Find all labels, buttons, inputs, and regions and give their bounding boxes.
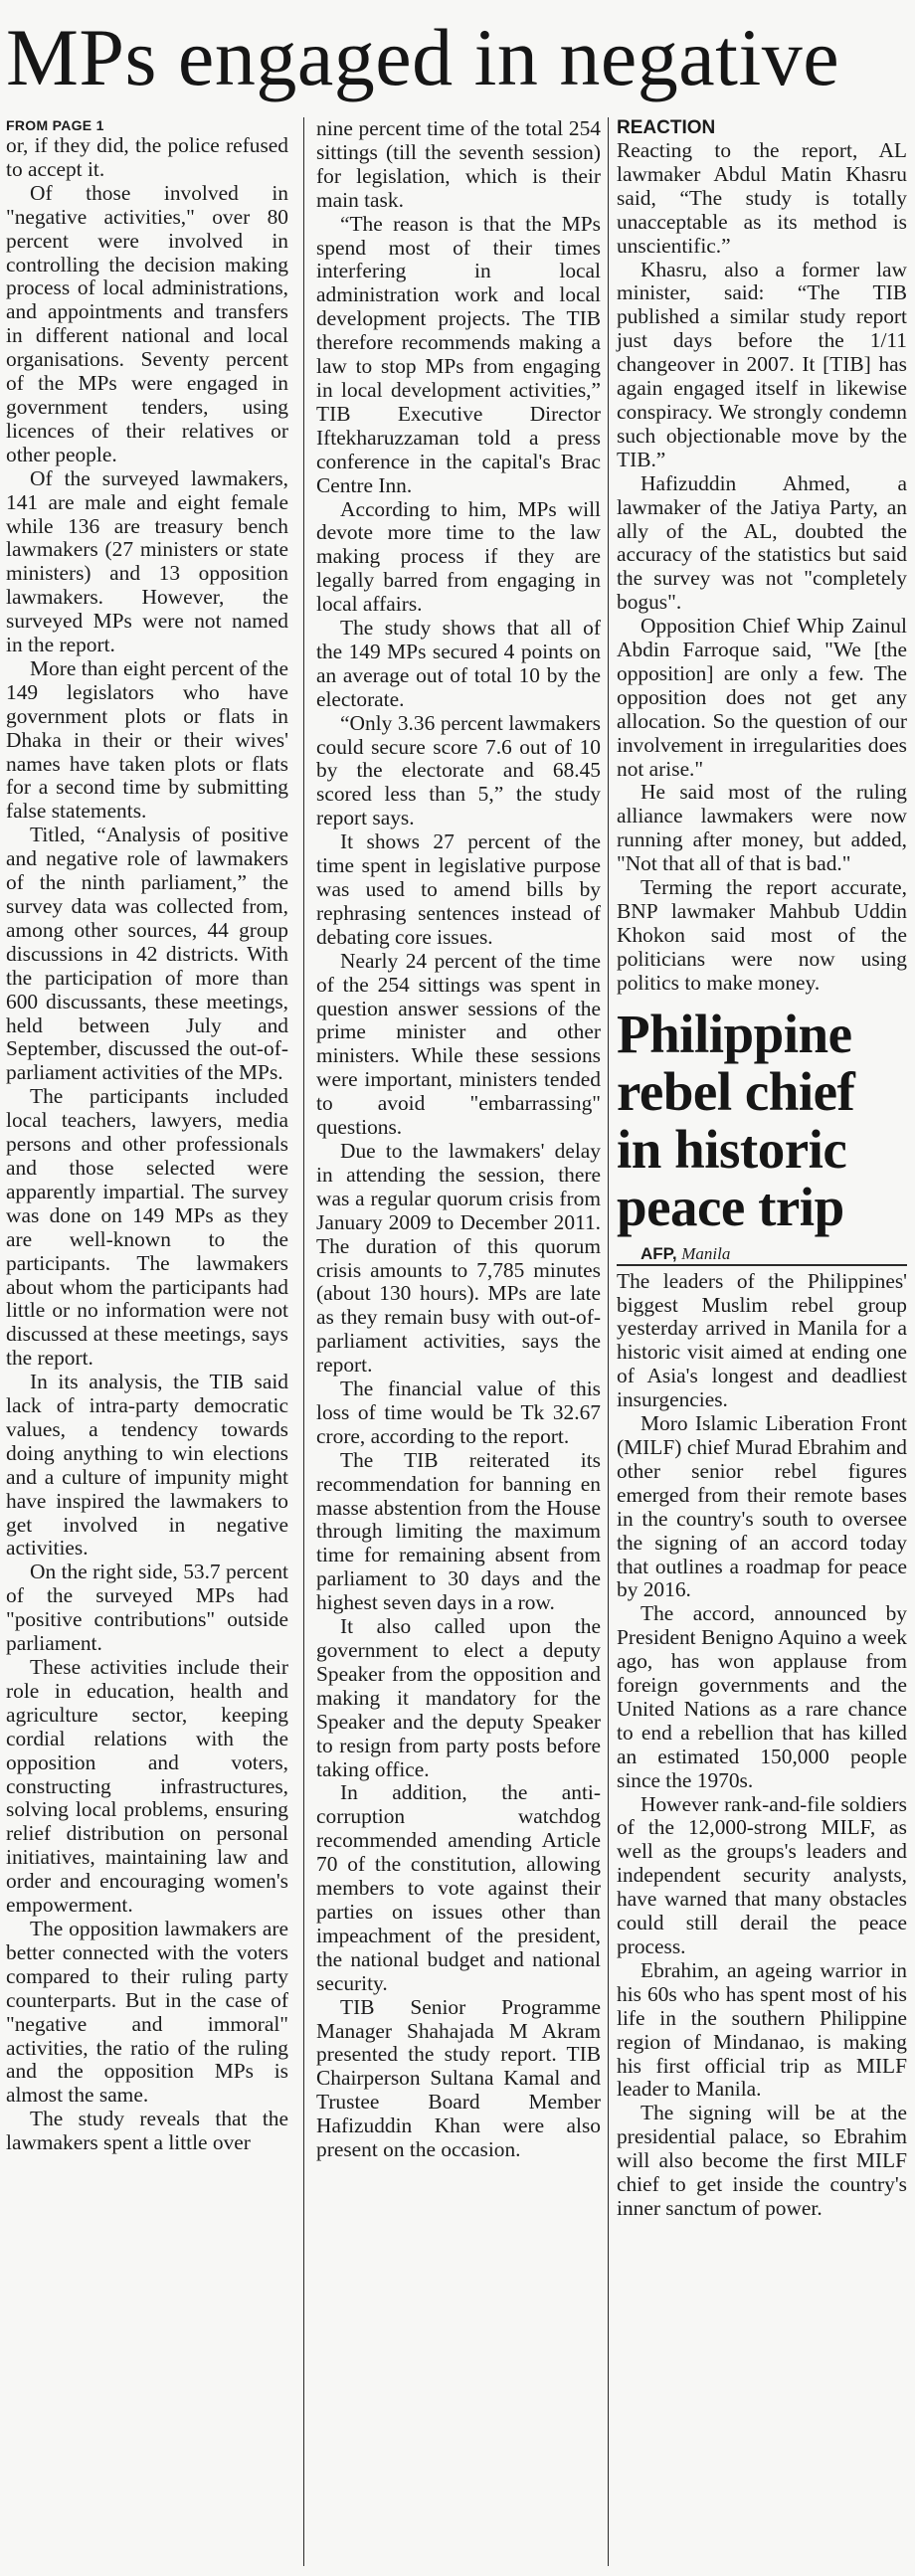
story2-byline: AFP, Manila	[640, 1243, 731, 1263]
paragraph: Reacting to the report, AL lawmaker Abdul Matin Khasru said, “The study is totally unacceptable as its method is unscientific.”	[617, 138, 907, 258]
paragraph: Khasru, also a former law minister, said: “The TIB published a similar study report just days before the 1/11 changeover in 2007. It [TIB] has again engaged itself in likewise conspiracy. We strongly condemn such objectionable move by the TIB.”	[617, 257, 907, 471]
paragraph: “Only 3.36 percent lawmakers could secure score 7.6 out of 10 by the electorate and 68.45 scored less than 5,” the study report says.	[316, 710, 601, 830]
paragraph: The opposition lawmakers are better connected with the voters compared to their ruling party counterparts. But in the case of "negative and immoral" activities, the ratio of the ruling and the opposition MPs is almost the same.	[6, 1916, 288, 2108]
paragraph: More than eight percent of the 149 legislators who have government plots or flats in Dhaka in their or their wives' names have taken plots or flats for a second time by submitting false statements.	[6, 655, 288, 824]
paragraph: The accord, announced by President Benigno Aquino a week ago, has won applause from foreign governments and the United Nations as a rare chance to end a rebellion that has killed an estimated 150,000 people since the 1970s.	[617, 1601, 907, 1792]
story2-rule	[617, 1264, 907, 1266]
paragraph: It shows 27 percent of the time spent in legislative purpose was used to amend bills by rephrasing sentences instead of debating core issues.	[316, 829, 601, 949]
article-column-2	[316, 117, 601, 2162]
story2-headline: Philippine rebel chief in historic peace trip	[617, 1003, 855, 1237]
paragraph: Nearly 24 percent of the time of the 254 sittings was spent in question answer sessions of the prime minister and other ministers. While these sessions were important, ministers tended to avoid "embarrassing" questions.	[316, 948, 601, 1140]
paragraph: Opposition Chief Whip Zainul Abdin Farroque said, "We [the opposition] are only a few. The opposition does not get any allocation. So the question of our involvement in irregularities does not arise."	[617, 614, 907, 781]
paragraph: The study shows that all of the 149 MPs secured 4 points on an average out of total 10 by the electorate.	[316, 616, 601, 711]
paragraph: The study reveals that the lawmakers spent a little over	[6, 2107, 288, 2155]
paragraph: The participants included local teachers, lawyers, media persons and other professionals and those selected were apparently impartial. The survey was done on 149 MPs as they are well-known to the participants. The lawmakers about whom the participants had little or no information were not discussed at these meetings, says the report.	[6, 1084, 288, 1371]
paragraph: “The reason is that the MPs spend most of their times interfering in local administration work and local development projects. The TIB therefore recommends making a law to stop MPs from engaging in local development activities,” TIB Executive Director Iftekharuzzaman told a press conference in the capital's Brac Centre Inn.	[316, 211, 601, 497]
paragraph: The leaders of the Philippines' biggest Muslim rebel group yesterday arrived in Manila for a historic visit aimed at ending one of Asia's longest and deadliest insurgencies.	[617, 1268, 907, 1412]
paragraph: It also called upon the government to elect a deputy Speaker from the opposition and making it mandatory for the Speaker and the deputy Speaker to resign from party posts before taking office.	[316, 1614, 601, 1781]
column-divider-left	[303, 117, 304, 2566]
paragraph: Due to the lawmakers' delay in attending the session, there was a regular quorum crisis from January 2009 to December 2011. The duration of this quorum crisis amounts to 7,785 minutes (about 130 hours). MPs are late as they remain busy with out-of-parliament activities, says the report.	[316, 1138, 601, 1378]
paragraph: The signing will be at the presidential palace, so Ebrahim will also become the first MILF chief to get inside the country's inner sanctum of power.	[617, 2101, 907, 2220]
column-divider-right	[608, 117, 609, 2566]
paragraph: Ebrahim, an ageing warrior in his 60s who has spent most of his life in the southern Philippine region of Mindanao, is making his first official trip as MILF leader to Manila.	[617, 1957, 907, 2102]
paragraph: Of the surveyed lawmakers, 141 are male and eight female while 136 are treasury bench lawmakers (27 ministers or state ministers) and 13 opposition lawmakers. However, the surveyed MPs were not named in the report.	[6, 465, 288, 657]
paragraph: These activities include their role in education, health and agriculture sector, keeping cordial relations with the opposition and voters, constructing infrastructures, solving local problems, ensuring relief distribution on personal initiatives, maintaining law and order and encouraging women's empowerment.	[6, 1655, 288, 1918]
paragraph: On the right side, 53.7 percent of the surveyed MPs had "positive contributions" outside parliament.	[6, 1560, 288, 1656]
byline-agency: AFP	[640, 1243, 672, 1263]
paragraph: In its analysis, the TIB said lack of intra-party democratic values, a tendency towards doing anything to win elections and a culture of impunity might have inspired the lawmakers to get involved in negative activities.	[6, 1370, 288, 1561]
paragraph: Terming the report accurate, BNP lawmaker Mahbub Uddin Khokon said most of the politicians were now using politics to make money.	[617, 875, 907, 995]
continuation-kicker: FROM PAGE 1	[6, 117, 104, 133]
paragraph: nine percent time of the total 254 sittings (till the seventh session) for legislation, which is their main task.	[316, 116, 601, 212]
paragraph: The financial value of this loss of time would be Tk 32.67 crore, according to the report.	[316, 1377, 601, 1448]
paragraph: Titled, “Analysis of positive and negative role of lawmakers of the ninth parliament,” the survey data was collected from, among other sources, 44 group discussions in 42 districts. With the participation of more than 600 discussants, these meetings, held between July and September, discussed the out-of-parliament activities of the MPs.	[6, 823, 288, 1085]
byline-place: Manila	[681, 1243, 731, 1263]
reaction-subhead: REACTION	[617, 117, 716, 138]
page-headline: MPs engaged in negative	[6, 12, 840, 102]
paragraph: However rank-and-file soldiers of the 12,000-strong MILF, as well as the groups's leaders and independent security analysts, have warned that many obstacles could still derail the peace process.	[617, 1791, 907, 1958]
paragraph: or, if they did, the police refused to accept it.	[6, 133, 288, 181]
article-column-3	[617, 117, 907, 2221]
paragraph: In addition, the anti-corruption watchdog recommended amending Article 70 of the constitution, allowing members to vote against their parties on issues other than impeachment of the president, the national budget and national security.	[316, 1780, 601, 1995]
paragraph: The TIB reiterated its recommendation for banning en masse abstention from the House through limiting the maximum time for remaining absent from parliament to 30 days and the highest seven days in a row.	[316, 1447, 601, 1615]
paragraph: TIB Senior Programme Manager Shahajada M Akram presented the study report. TIB Chairperson Sultana Kamal and Trustee Board Member Hafizuddin Khan were also present on the occasion.	[316, 1994, 601, 2162]
article-column-1	[6, 117, 288, 2155]
paragraph: He said most of the ruling alliance lawmakers were now running after money, but added, "Not that all of that is bad."	[617, 780, 907, 876]
paragraph: According to him, MPs will devote more time to the law making process if they are legally barred from engaging in local affairs.	[316, 496, 601, 617]
paragraph: Moro Islamic Liberation Front (MILF) chief Murad Ebrahim and other senior rebel figures emerged from their remote bases in the country's south to oversee the signing of an accord today that outlines a roadmap for peace by 2016.	[617, 1411, 907, 1602]
paragraph: Of those involved in "negative activities," over 80 percent were involved in controlling the decision making process of local administrations, and appointments and transfers in different national and local organisations. Seventy percent of the MPs were engaged in government tenders, using licences of their relatives or other people.	[6, 180, 288, 466]
paragraph: Hafizuddin Ahmed, a lawmaker of the Jatiya Party, an ally of the AL, doubted the accuracy of the statistics but said the survey was not "completely bogus".	[617, 470, 907, 615]
